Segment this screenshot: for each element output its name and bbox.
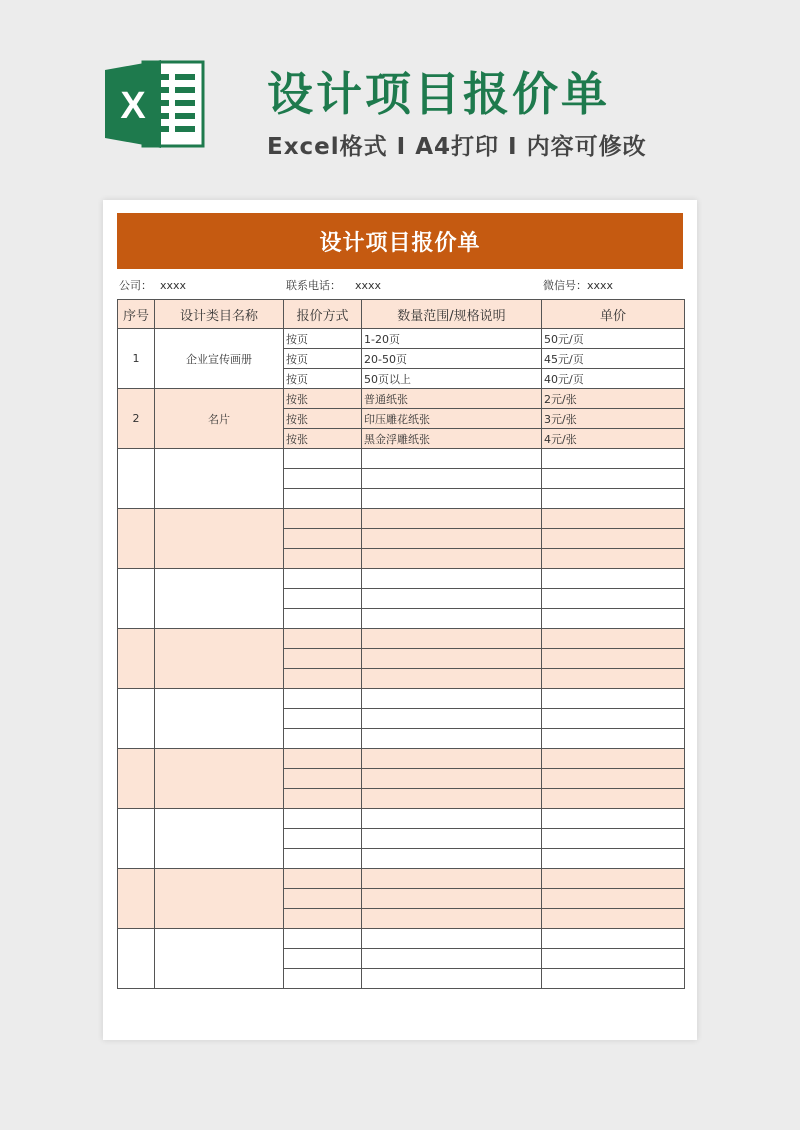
cell-spec[interactable] (362, 869, 542, 889)
cell-price[interactable] (542, 849, 685, 869)
table-row (118, 389, 685, 409)
cell-spec[interactable]: 印压雕花纸张 (362, 409, 542, 429)
cell-item-name[interactable] (155, 869, 284, 929)
cell-method[interactable]: 按页 (284, 369, 362, 389)
cell-method[interactable] (284, 509, 362, 529)
table-header-row (118, 300, 685, 329)
cell-item-name[interactable] (155, 749, 284, 809)
cell-price[interactable] (542, 669, 685, 689)
company-value[interactable]: xxxx (160, 279, 187, 292)
cell-method[interactable] (284, 629, 362, 649)
phone-value[interactable]: xxxx (355, 279, 382, 292)
cell-price[interactable] (542, 869, 685, 889)
cell-method[interactable]: 按张 (284, 389, 362, 409)
cell-spec[interactable] (362, 849, 542, 869)
cell-price[interactable] (542, 569, 685, 589)
cell-no[interactable] (118, 629, 155, 689)
cell-item-name[interactable]: 名片 (155, 389, 284, 449)
cell-spec[interactable] (362, 489, 542, 509)
phone-label: 联系电话： (286, 279, 341, 292)
cell-method[interactable] (284, 969, 362, 989)
cell-item-name[interactable] (155, 569, 284, 629)
col-header-price: 单价 (542, 300, 685, 329)
table-row (118, 509, 685, 529)
cell-price[interactable]: 45元/页 (542, 349, 685, 369)
cell-method[interactable] (284, 569, 362, 589)
cell-price[interactable] (542, 629, 685, 649)
cell-method[interactable] (284, 449, 362, 469)
cell-price[interactable]: 3元/张 (542, 409, 685, 429)
sheet-banner: 设计项目报价单 (117, 213, 683, 269)
page-subtitle: Excel格式 I A4打印 I 内容可修改 (267, 134, 647, 160)
cell-price[interactable] (542, 749, 685, 769)
cell-price[interactable] (542, 449, 685, 469)
table-body (118, 329, 685, 989)
cell-price[interactable]: 4元/张 (542, 429, 685, 449)
cell-price[interactable] (542, 909, 685, 929)
cell-spec[interactable] (362, 469, 542, 489)
cell-price[interactable]: 2元/张 (542, 389, 685, 409)
cell-method[interactable] (284, 669, 362, 689)
cell-method[interactable] (284, 889, 362, 909)
cell-spec[interactable]: 普通纸张 (362, 389, 542, 409)
cell-item-name[interactable]: 企业宣传画册 (155, 329, 284, 389)
cell-spec[interactable] (362, 449, 542, 469)
cell-no[interactable] (118, 509, 155, 569)
wechat-field (543, 277, 613, 293)
cell-spec[interactable]: 20-50页 (362, 349, 542, 369)
cell-method[interactable] (284, 689, 362, 709)
cell-price[interactable] (542, 789, 685, 809)
cell-method[interactable] (284, 789, 362, 809)
cell-spec[interactable]: 黑金浮雕纸张 (362, 429, 542, 449)
cell-price[interactable] (542, 729, 685, 749)
cell-method[interactable] (284, 929, 362, 949)
table-row (118, 689, 685, 709)
cell-spec[interactable] (362, 789, 542, 809)
cell-no[interactable] (118, 569, 155, 629)
cell-price[interactable] (542, 949, 685, 969)
cell-no[interactable]: 2 (118, 389, 155, 449)
table-row (118, 629, 685, 649)
wechat-value[interactable]: xxxx (587, 279, 614, 292)
quote-table (117, 299, 685, 989)
cell-method[interactable] (284, 909, 362, 929)
cell-method[interactable] (284, 709, 362, 729)
table-row (118, 749, 685, 769)
table-row (118, 929, 685, 949)
cell-price[interactable] (542, 609, 685, 629)
cell-method[interactable] (284, 489, 362, 509)
table-row (118, 329, 685, 349)
col-header-method: 报价方式 (284, 300, 362, 329)
cell-spec[interactable] (362, 529, 542, 549)
cell-no[interactable] (118, 869, 155, 929)
page-title: 设计项目报价单 (267, 67, 610, 121)
cell-method[interactable]: 按张 (284, 429, 362, 449)
cell-price[interactable] (542, 649, 685, 669)
cell-price[interactable] (542, 829, 685, 849)
cell-no[interactable] (118, 929, 155, 989)
cell-spec[interactable] (362, 829, 542, 849)
col-header-spec: 数量范围/规格说明 (362, 300, 542, 329)
cell-price[interactable] (542, 469, 685, 489)
cell-price[interactable] (542, 489, 685, 509)
cell-spec[interactable] (362, 949, 542, 969)
cell-method[interactable] (284, 549, 362, 569)
quote-sheet (103, 200, 697, 1040)
cell-spec[interactable] (362, 629, 542, 649)
cell-price[interactable] (542, 809, 685, 829)
cell-item-name[interactable] (155, 449, 284, 509)
logo-letter: X (120, 85, 146, 127)
cell-method[interactable] (284, 729, 362, 749)
cell-price[interactable] (542, 529, 685, 549)
col-header-no: 序号 (118, 300, 155, 329)
cell-price[interactable] (542, 589, 685, 609)
cell-item-name[interactable] (155, 929, 284, 989)
cell-spec[interactable] (362, 969, 542, 989)
cell-method[interactable] (284, 589, 362, 609)
cell-price[interactable] (542, 969, 685, 989)
phone-field (286, 277, 381, 293)
table-row (118, 569, 685, 589)
cell-price[interactable]: 40元/页 (542, 369, 685, 389)
cell-spec[interactable] (362, 689, 542, 709)
cell-method[interactable] (284, 529, 362, 549)
cell-price[interactable] (542, 769, 685, 789)
cell-no[interactable]: 1 (118, 329, 155, 389)
cell-method[interactable] (284, 769, 362, 789)
cell-price[interactable]: 50元/页 (542, 329, 685, 349)
cell-method[interactable]: 按张 (284, 409, 362, 429)
cell-no[interactable] (118, 689, 155, 749)
cell-method[interactable] (284, 469, 362, 489)
cell-method[interactable] (284, 949, 362, 969)
cell-spec[interactable] (362, 589, 542, 609)
cell-spec[interactable] (362, 669, 542, 689)
cell-no[interactable] (118, 749, 155, 809)
cell-spec[interactable] (362, 729, 542, 749)
cell-price[interactable] (542, 689, 685, 709)
cell-item-name[interactable] (155, 689, 284, 749)
cell-no[interactable] (118, 809, 155, 869)
cell-item-name[interactable] (155, 509, 284, 569)
cell-spec[interactable] (362, 609, 542, 629)
cell-method[interactable] (284, 749, 362, 769)
cell-method[interactable] (284, 869, 362, 889)
company-field (119, 277, 186, 293)
cell-price[interactable] (542, 509, 685, 529)
table-row (118, 809, 685, 829)
cell-method[interactable]: 按页 (284, 329, 362, 349)
cell-method[interactable] (284, 609, 362, 629)
cell-no[interactable] (118, 449, 155, 509)
cell-method[interactable] (284, 829, 362, 849)
excel-logo-icon (105, 58, 205, 150)
cell-spec[interactable] (362, 549, 542, 569)
wechat-label: 微信号： (543, 279, 587, 292)
cell-spec[interactable]: 50页以上 (362, 369, 542, 389)
cell-spec[interactable]: 1-20页 (362, 329, 542, 349)
cell-spec[interactable] (362, 809, 542, 829)
cell-spec[interactable] (362, 749, 542, 769)
cell-spec[interactable] (362, 709, 542, 729)
cell-spec[interactable] (362, 909, 542, 929)
cell-method[interactable] (284, 849, 362, 869)
cell-spec[interactable] (362, 769, 542, 789)
cell-spec[interactable] (362, 649, 542, 669)
company-label: 公司： (119, 279, 152, 292)
cell-spec[interactable] (362, 889, 542, 909)
cell-price[interactable] (542, 889, 685, 909)
table-row (118, 449, 685, 469)
cell-spec[interactable] (362, 929, 542, 949)
cell-spec[interactable] (362, 509, 542, 529)
cell-item-name[interactable] (155, 809, 284, 869)
cell-spec[interactable] (362, 569, 542, 589)
cell-item-name[interactable] (155, 629, 284, 689)
cell-price[interactable] (542, 709, 685, 729)
cell-method[interactable] (284, 649, 362, 669)
cell-price[interactable] (542, 929, 685, 949)
col-header-name: 设计类目名称 (155, 300, 284, 329)
cell-price[interactable] (542, 549, 685, 569)
cell-method[interactable] (284, 809, 362, 829)
table-row (118, 869, 685, 889)
cell-method[interactable]: 按页 (284, 349, 362, 369)
